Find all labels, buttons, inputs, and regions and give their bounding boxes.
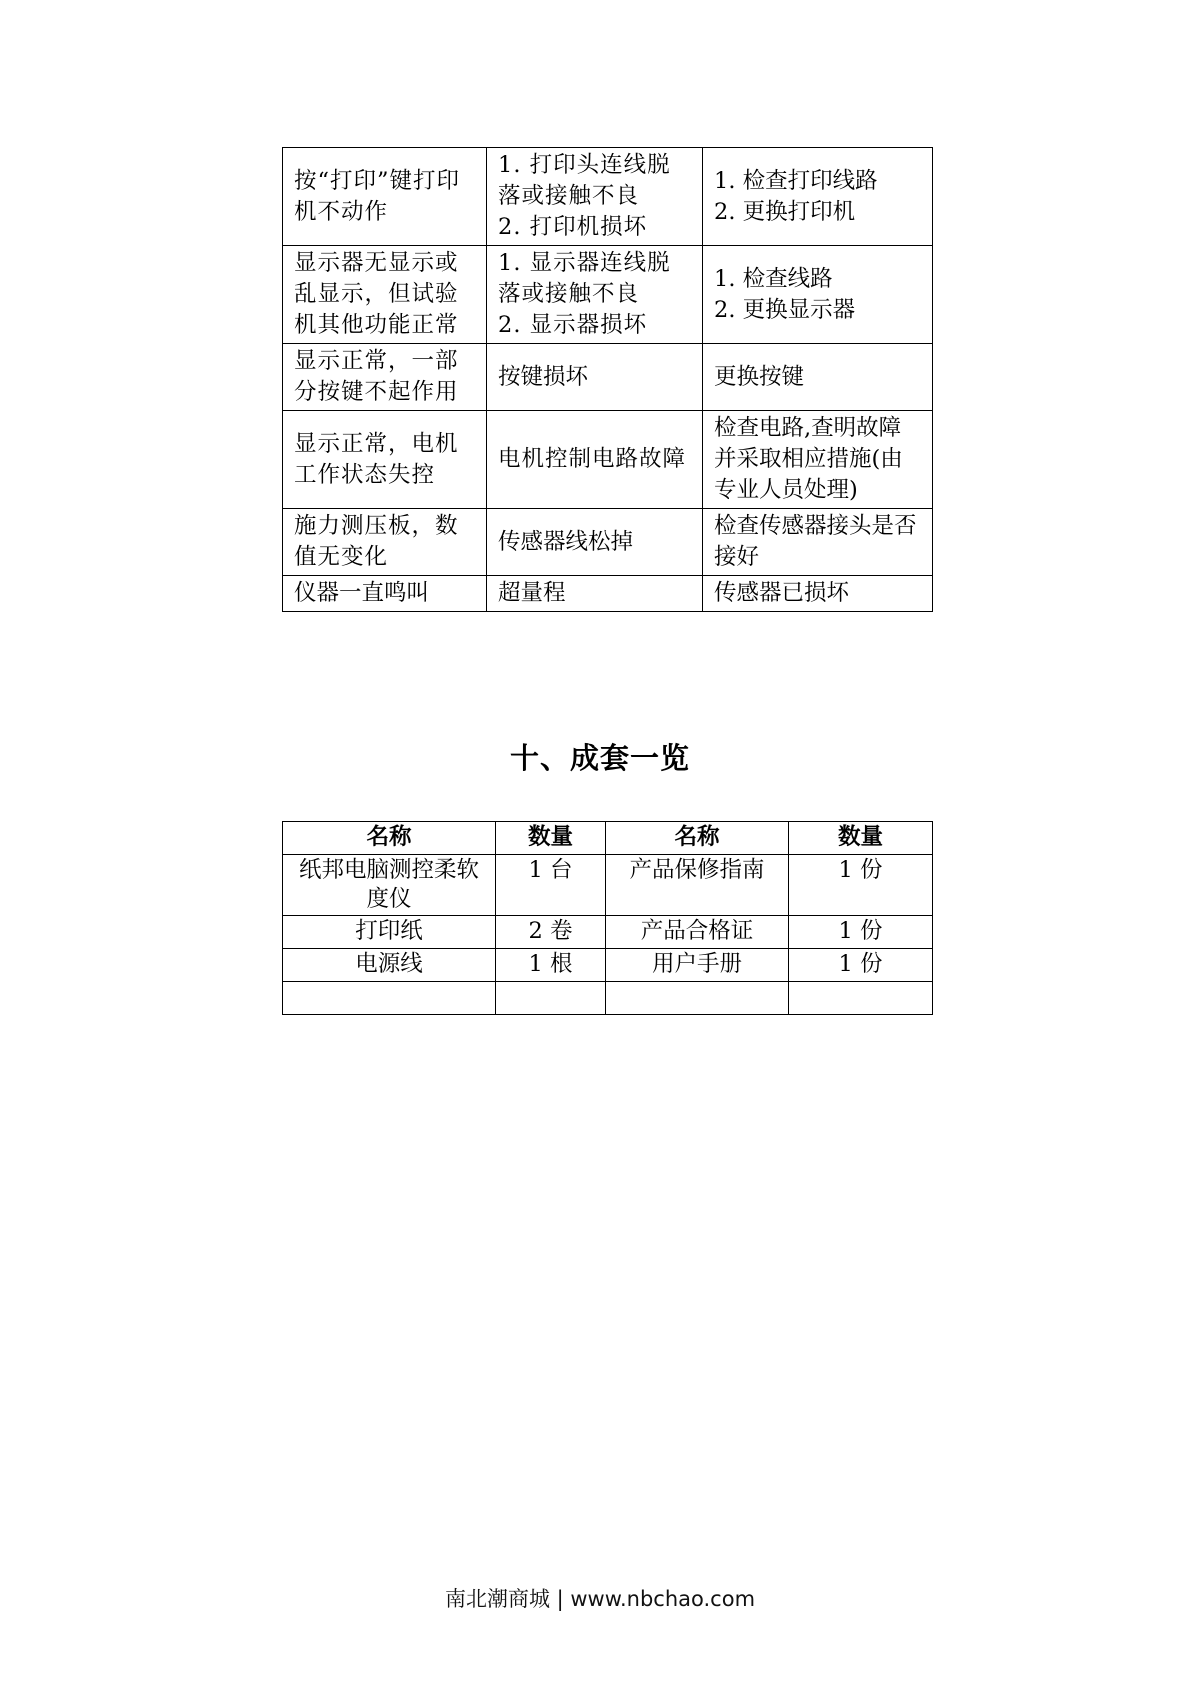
table-row bbox=[283, 576, 933, 612]
remedy-cell: 传感器已损坏 bbox=[703, 576, 933, 612]
cause-cell: 电机控制电路故障 bbox=[487, 411, 703, 509]
cause-cell: 1. 打印头连线脱落或接触不良 2. 打印机损坏 bbox=[487, 148, 703, 246]
remedy-cell: 检查传感器接头是否接好 bbox=[703, 509, 933, 576]
header-name: 名称 bbox=[606, 822, 789, 855]
item-quantity: 1 根 bbox=[496, 949, 606, 982]
remedy-cell: 更换按键 bbox=[703, 344, 933, 411]
item-quantity bbox=[496, 982, 606, 1015]
header-name: 名称 bbox=[283, 822, 496, 855]
item-name bbox=[606, 982, 789, 1015]
item-name: 纸邦电脑测控柔软度仪 bbox=[283, 855, 496, 916]
item-name: 电源线 bbox=[283, 949, 496, 982]
remedy-cell: 1. 检查线路 2. 更换显示器 bbox=[703, 246, 933, 344]
table-row bbox=[283, 916, 933, 949]
table-row bbox=[283, 949, 933, 982]
table-row bbox=[283, 148, 933, 246]
table-row bbox=[283, 411, 933, 509]
header-quantity: 数量 bbox=[496, 822, 606, 855]
table-row bbox=[283, 509, 933, 576]
item-name: 打印纸 bbox=[283, 916, 496, 949]
symptom-cell: 显示正常，一部分按键不起作用 bbox=[283, 344, 487, 411]
table-row-empty bbox=[283, 982, 933, 1015]
symptom-cell: 按“打印”键打印机不动作 bbox=[283, 148, 487, 246]
item-quantity: 1 份 bbox=[789, 916, 933, 949]
troubleshooting-table bbox=[282, 147, 933, 612]
symptom-cell: 仪器一直鸣叫 bbox=[283, 576, 487, 612]
item-quantity bbox=[789, 982, 933, 1015]
symptom-cell: 施力测压板，数值无变化 bbox=[283, 509, 487, 576]
cause-cell: 传感器线松掉 bbox=[487, 509, 703, 576]
item-name bbox=[283, 982, 496, 1015]
table-row bbox=[283, 246, 933, 344]
header-quantity: 数量 bbox=[789, 822, 933, 855]
table-header-row bbox=[283, 822, 933, 855]
cause-cell: 超量程 bbox=[487, 576, 703, 612]
cause-cell: 1. 显示器连线脱落或接触不良 2. 显示器损坏 bbox=[487, 246, 703, 344]
section-title: 十、成套一览 bbox=[509, 741, 690, 775]
item-name: 产品合格证 bbox=[606, 916, 789, 949]
table-row bbox=[283, 855, 933, 916]
item-quantity: 1 份 bbox=[789, 949, 933, 982]
symptom-cell: 显示器无显示或乱显示，但试验机其他功能正常 bbox=[283, 246, 487, 344]
item-quantity: 1 台 bbox=[496, 855, 606, 916]
item-quantity: 2 卷 bbox=[496, 916, 606, 949]
cause-cell: 按键损坏 bbox=[487, 344, 703, 411]
item-name: 产品保修指南 bbox=[606, 855, 789, 916]
remedy-cell: 1. 检查打印线路 2. 更换打印机 bbox=[703, 148, 933, 246]
packing-list-table bbox=[282, 821, 933, 1015]
symptom-cell: 显示正常，电机工作状态失控 bbox=[283, 411, 487, 509]
item-quantity: 1 份 bbox=[789, 855, 933, 916]
footer-text: 南北潮商城 | www.nbchao.com bbox=[444, 1587, 756, 1611]
item-name: 用户手册 bbox=[606, 949, 789, 982]
table-row bbox=[283, 344, 933, 411]
remedy-cell: 检查电路,查明故障并采取相应措施(由专业人员处理) bbox=[703, 411, 933, 509]
